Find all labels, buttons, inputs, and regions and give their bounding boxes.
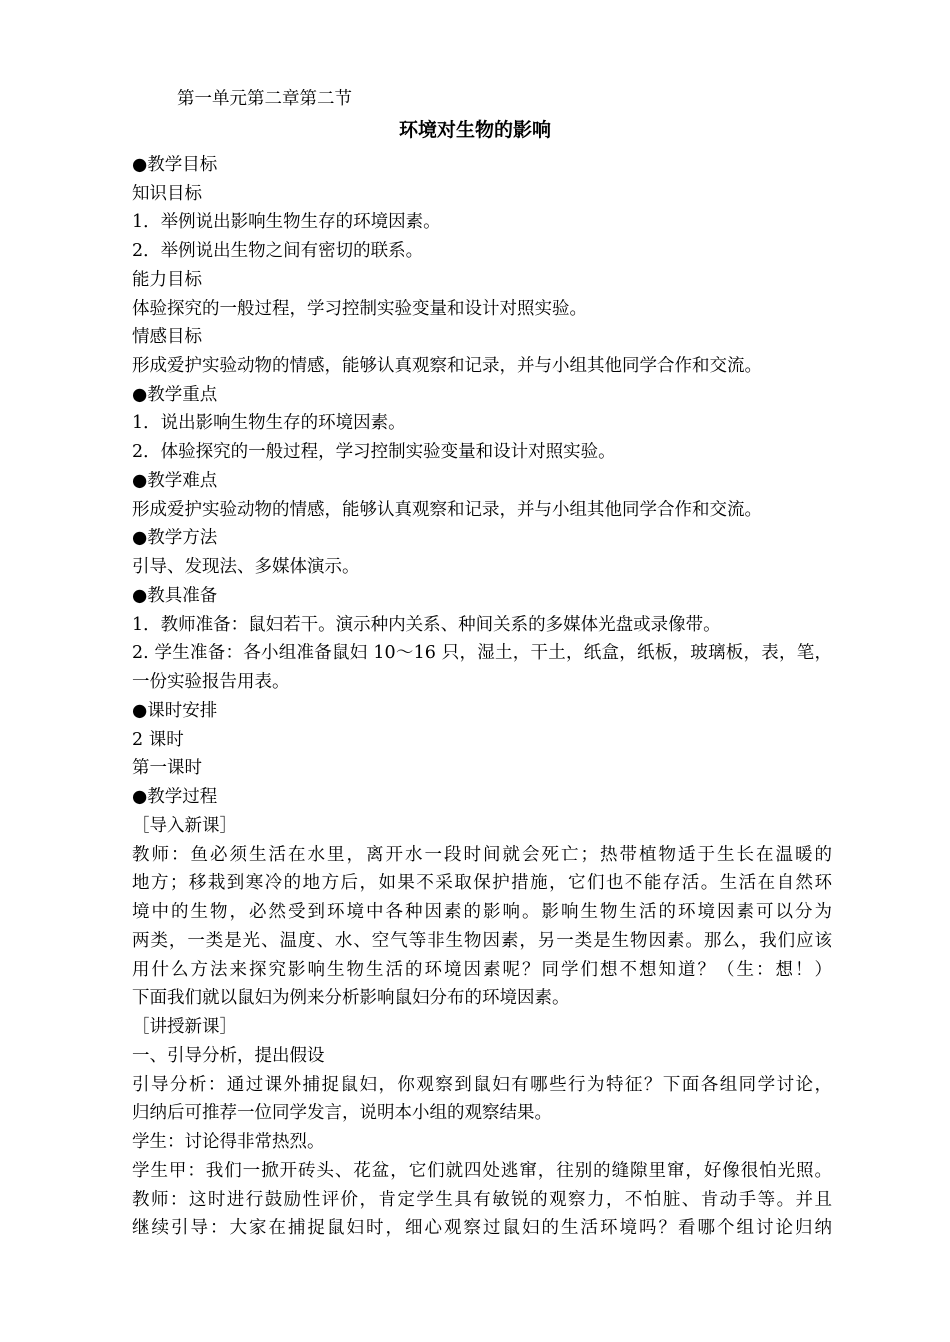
body-line: 体验探究的一般过程，学习控制实验变量和设计对照实验。: [132, 299, 587, 319]
body-line: 教师：这时进行鼓励性评价，肯定学生具有敏锐的观察力，不怕脏、肯动手等。并且: [132, 1190, 832, 1210]
bracket-heading: ［讲授新课］: [132, 1017, 237, 1037]
section-heading: ●课时安排: [132, 701, 218, 721]
unit-heading: 第一单元第二章第二节: [177, 89, 352, 109]
body-line: 两类，一类是光、温度、水、空气等非生物因素，另一类是生物因素。那么，我们应该: [132, 931, 832, 951]
section-heading: ●教学难点: [132, 471, 218, 491]
body-line: 1．教师准备：鼠妇若干。演示种内关系、种间关系的多媒体光盘或录像带。: [132, 615, 721, 635]
body-line: 用什么方法来探究影响生物生活的环境因素呢？同学们想不想知道？（生：想！）: [132, 960, 832, 980]
body-line: 境中的生物，必然受到环境中各种因素的影响。影响生物生活的环境因素可以分为: [132, 902, 832, 922]
section-heading: ●教具准备: [132, 586, 218, 606]
section-heading: ●教学方法: [132, 528, 218, 548]
body-line: 引导分析：通过课外捕捉鼠妇，你观察到鼠妇有哪些行为特征？下面各组同学讨论，: [132, 1075, 832, 1095]
body-line: 继续引导：大家在捕捉鼠妇时，细心观察过鼠妇的生活环境吗？看哪个组讨论归纳: [132, 1218, 832, 1238]
body-line: 1．说出影响生物生存的环境因素。: [132, 413, 406, 433]
subsection-heading: 能力目标: [132, 270, 202, 290]
body-line: 2．举例说出生物之间有密切的联系。: [132, 241, 424, 261]
body-line: 形成爱护实验动物的情感，能够认真观察和记录，并与小组其他同学合作和交流。: [132, 356, 762, 376]
subsection-heading: 知识目标: [132, 184, 202, 204]
body-line: 教师：鱼必须生活在水里，离开水一段时间就会死亡；热带植物适于生长在温暖的: [132, 845, 832, 865]
body-line: 第一课时: [132, 758, 202, 778]
body-line: 1．举例说出影响生物生存的环境因素。: [132, 212, 441, 232]
body-line: 2 课时: [132, 730, 184, 750]
body-line: 形成爱护实验动物的情感，能够认真观察和记录，并与小组其他同学合作和交流。: [132, 500, 762, 520]
bracket-heading: ［导入新课］: [132, 816, 237, 836]
body-line: 下面我们就以鼠妇为例来分析影响鼠妇分布的环境因素。: [132, 988, 570, 1008]
section-heading: ●教学重点: [132, 385, 218, 405]
body-line: 归纳后可推荐一位同学发言，说明本小组的观察结果。: [132, 1103, 552, 1123]
body-line: 学生：讨论得非常热烈。: [132, 1132, 325, 1152]
section-heading: ●教学目标: [132, 155, 218, 175]
subsection-heading: 一、引导分析，提出假设: [132, 1046, 325, 1066]
document-title: 环境对生物的影响: [398, 119, 551, 141]
body-line: 学生甲：我们一掀开砖头、花盆，它们就四处逃窜，往别的缝隙里窜，好像很怕光照。: [132, 1161, 832, 1181]
body-line: 2．体验探究的一般过程，学习控制实验变量和设计对照实验。: [132, 442, 616, 462]
body-line: 地方；移栽到寒冷的地方后，如果不采取保护措施，它们也不能存活。生活在自然环: [132, 873, 832, 893]
subsection-heading: 情感目标: [132, 327, 202, 347]
body-line: 引导、发现法、多媒体演示。: [132, 557, 360, 577]
body-line: 一份实验报告用表。: [132, 672, 290, 692]
body-line: 2. 学生准备：各小组准备鼠妇 10～16 只，湿土，干土，纸盒，纸板，玻璃板，表，笔，: [132, 643, 832, 663]
section-heading: ●教学过程: [132, 787, 218, 807]
